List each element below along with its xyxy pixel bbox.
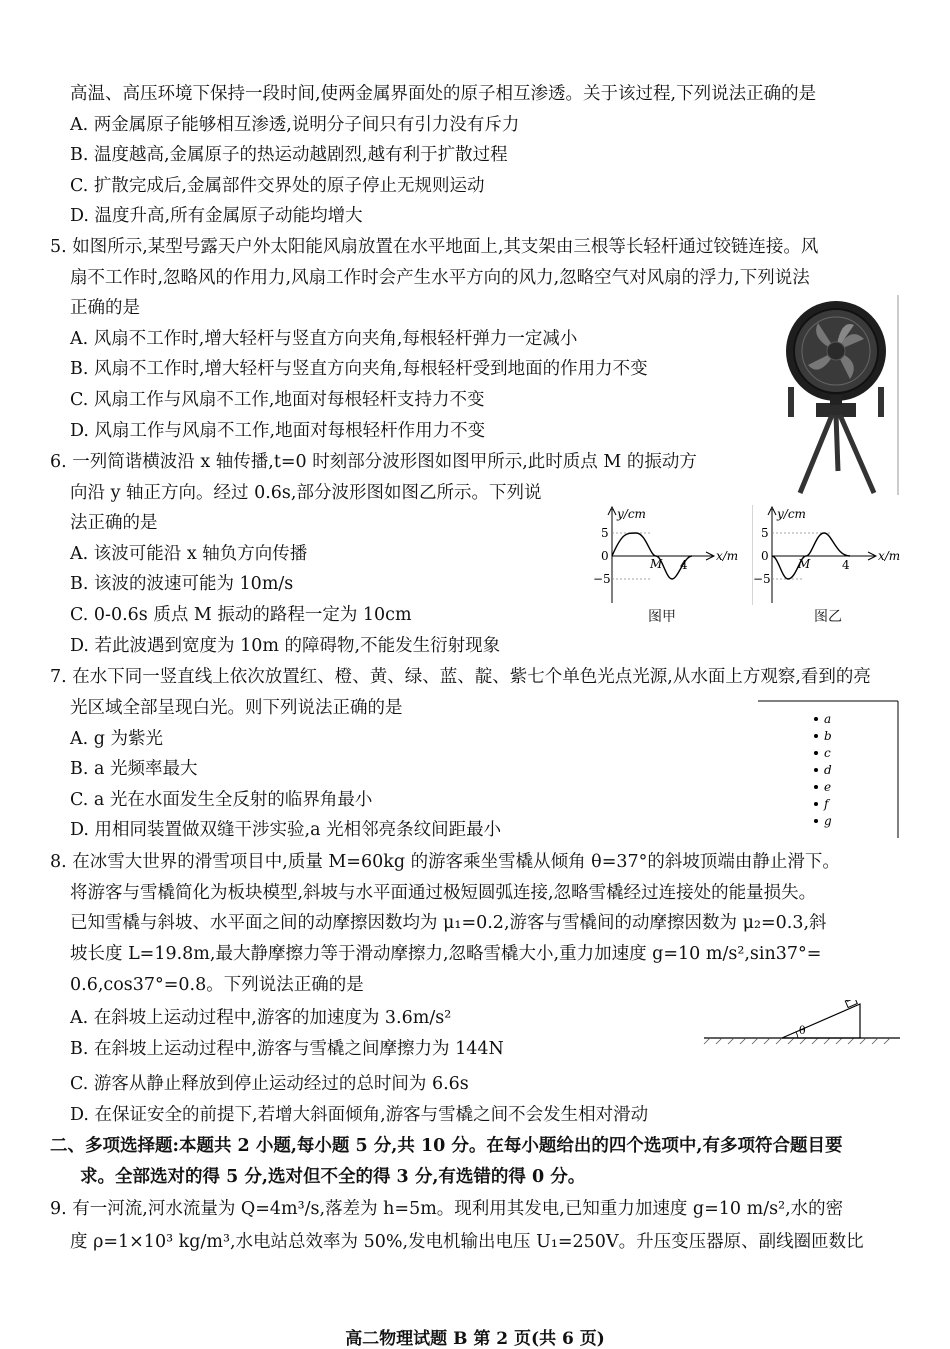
section2-header-line2: 求。全部选对的得 5 分,选对但不全的得 3 分,有选错的得 0 分。 (80, 1167, 586, 1187)
wave-a-x-tick: 4 (680, 558, 688, 572)
q8-stem-line5: 0.6,cos37°=0.8。下列说法正确的是 (70, 975, 364, 995)
wave-a-xlabel: x/m (716, 549, 739, 563)
q8-option-d: D. 在保证安全的前提下,若增大斜面倾角,游客与雪橇之间不会发生相对滑动 (70, 1105, 649, 1125)
wave-a-point-m: M (650, 557, 663, 571)
light-label-c: c (824, 746, 831, 760)
light-point-e (814, 785, 818, 789)
q8-option-c: C. 游客从静止释放到停止运动经过的总时间为 6.6s (70, 1074, 469, 1094)
q8-stem-line2: 将游客与雪橇简化为板块模型,斜坡与水平面通过极短圆弧连接,忽略雪橇经过连接处的能量损失。 (70, 883, 817, 903)
solar-fan-figure (770, 295, 900, 495)
q5-stem-line3: 正确的是 (70, 298, 140, 318)
q8-stem-line1: 8. 在冰雪大世界的滑雪项目中,质量 M=60kg 的游客乘坐雪橇从倾角 θ=37°的斜坡顶端由静止滑下。 (50, 852, 840, 872)
wave-b-point-m: M (798, 557, 811, 571)
q6-option-b: B. 该波的波速可能为 10m/s (70, 574, 294, 594)
section2-header-line1: 二、多项选择题:本题共 2 小题,每小题 5 分,共 10 分。在每小题给出的四个选项中,有多项符合题目要 (50, 1136, 843, 1156)
q6-option-a: A. 该波可能沿 x 轴负方向传播 (70, 544, 308, 564)
light-label-b: b (824, 729, 832, 743)
wave-b-y-neg: −5 (753, 572, 771, 586)
slope-angle-label: θ (799, 1024, 806, 1037)
wave-b-x-tick: 4 (842, 558, 850, 572)
light-point-a (814, 717, 818, 721)
q9-stem-line2: 度 ρ=1×10³ kg/m³,水电站总效率为 50%,发电机输出电压 U₁=250V。升压变压器原、副线圈匝数比 (70, 1232, 864, 1252)
q4-stem: 高温、高压环境下保持一段时间,使两金属界面处的原子相互渗透。关于该过程,下列说法正确的是 (70, 84, 817, 104)
wave-b-xlabel: x/m (878, 549, 901, 563)
q5-option-b: B. 风扇不工作时,增大轻杆与竖直方向夹角,每根轻杆受到地面的作用力不变 (70, 359, 648, 379)
light-point-b (814, 734, 818, 738)
q4-option-a: A. 两金属原子能够相互渗透,说明分子间只有引力没有斥力 (70, 115, 520, 135)
light-label-e: e (824, 780, 832, 794)
wave-b-y-zero: 0 (761, 549, 769, 563)
q9-stem-line1: 9. 有一河流,河水流量为 Q=4m³/s,落差为 h=5m。现利用其发电,已知重力加速度 g=10 m/s²,水的密 (50, 1199, 844, 1219)
q7-stem-line1: 7. 在水下同一竖直线上依次放置红、橙、黄、绿、蓝、靛、紫七个单色光点光源,从水面上方观察,看到的亮 (50, 667, 871, 687)
wave-figure-a (592, 505, 742, 607)
slope-figure (702, 1000, 902, 1048)
q5-option-c: C. 风扇工作与风扇不工作,地面对每根轻杆支持力不变 (70, 390, 485, 410)
caption-figure-b: 图乙 (814, 609, 842, 625)
wave-a-y-zero: 0 (601, 549, 609, 563)
light-point-g (814, 819, 818, 823)
q6-stem-line3: 法正确的是 (70, 513, 158, 533)
q6-stem-line2: 向沿 y 轴正方向。经过 0.6s,部分波形图如图乙所示。下列说 (70, 483, 542, 503)
light-point-d (814, 768, 818, 772)
q8-option-a: A. 在斜坡上运动过程中,游客的加速度为 3.6m/s² (70, 1008, 452, 1028)
q6-option-d: D. 若此波遇到宽度为 10m 的障碍物,不能发生衍射现象 (70, 636, 501, 656)
light-label-f: f (824, 797, 829, 811)
q8-stem-line4: 坡长度 L=19.8m,最大静摩擦力等于滑动摩擦力,忽略雪橇大小,重力加速度 g=10 m/s²,sin37°= (70, 944, 822, 964)
light-label-d: d (824, 763, 832, 777)
caption-figure-a: 图甲 (648, 609, 676, 625)
q5-stem-line2: 扇不工作时,忽略风的作用力,风扇工作时会产生水平方向的风力,忽略空气对风扇的浮力,下列说法 (70, 268, 810, 288)
q5-stem-line1: 5. 如图所示,某型号露天户外太阳能风扇放置在水平地面上,其支架由三根等长轻杆通过铰链连接。风 (50, 237, 819, 257)
q8-stem-line3: 已知雪橇与斜坡、水平面之间的动摩擦因数均为 μ₁=0.2,游客与雪橇间的动摩擦因数为 μ₂=0.3,斜 (70, 913, 827, 933)
q5-option-d: D. 风扇工作与风扇不工作,地面对每根轻杆作用力不变 (70, 421, 486, 441)
q4-option-d: D. 温度升高,所有金属原子动能均增大 (70, 206, 363, 226)
q4-option-b: B. 温度越高,金属原子的热运动越剧烈,越有利于扩散过程 (70, 145, 508, 165)
light-sources-figure (758, 698, 900, 840)
wave-figure-b (752, 505, 912, 607)
q8-option-b: B. 在斜坡上运动过程中,游客与雪橇之间摩擦力为 144N (70, 1039, 504, 1059)
q7-option-c: C. a 光在水面发生全反射的临界角最小 (70, 790, 373, 810)
wave-a-ylabel: y/cm (617, 507, 646, 521)
wave-a-y-neg: −5 (593, 572, 611, 586)
q6-stem-line1: 6. 一列简谐横波沿 x 轴传播,t=0 时刻部分波形图如图甲所示,此时质点 M 的振动方 (50, 452, 697, 472)
light-point-f (814, 802, 818, 806)
page-footer: 高二物理试题 B 第 2 页(共 6 页) (345, 1329, 605, 1349)
q6-option-c: C. 0-0.6s 质点 M 振动的路程一定为 10cm (70, 605, 412, 625)
q7-option-b: B. a 光频率最大 (70, 759, 198, 779)
q7-option-d: D. 用相同装置做双缝干涉实验,a 光相邻亮条纹间距最小 (70, 820, 502, 840)
wave-b-y-pos: 5 (761, 526, 769, 540)
light-point-c (814, 751, 818, 755)
q7-stem-line2: 光区域全部呈现白光。则下列说法正确的是 (70, 698, 403, 718)
light-label-a: a (824, 712, 832, 726)
wave-b-ylabel: y/cm (777, 507, 806, 521)
q4-option-c: C. 扩散完成后,金属部件交界处的原子停止无规则运动 (70, 176, 485, 196)
q5-option-a: A. 风扇不工作时,增大轻杆与竖直方向夹角,每根轻杆弹力一定减小 (70, 329, 578, 349)
q7-option-a: A. g 为紫光 (70, 729, 164, 749)
light-label-g: g (824, 814, 832, 828)
wave-a-y-pos: 5 (601, 526, 609, 540)
